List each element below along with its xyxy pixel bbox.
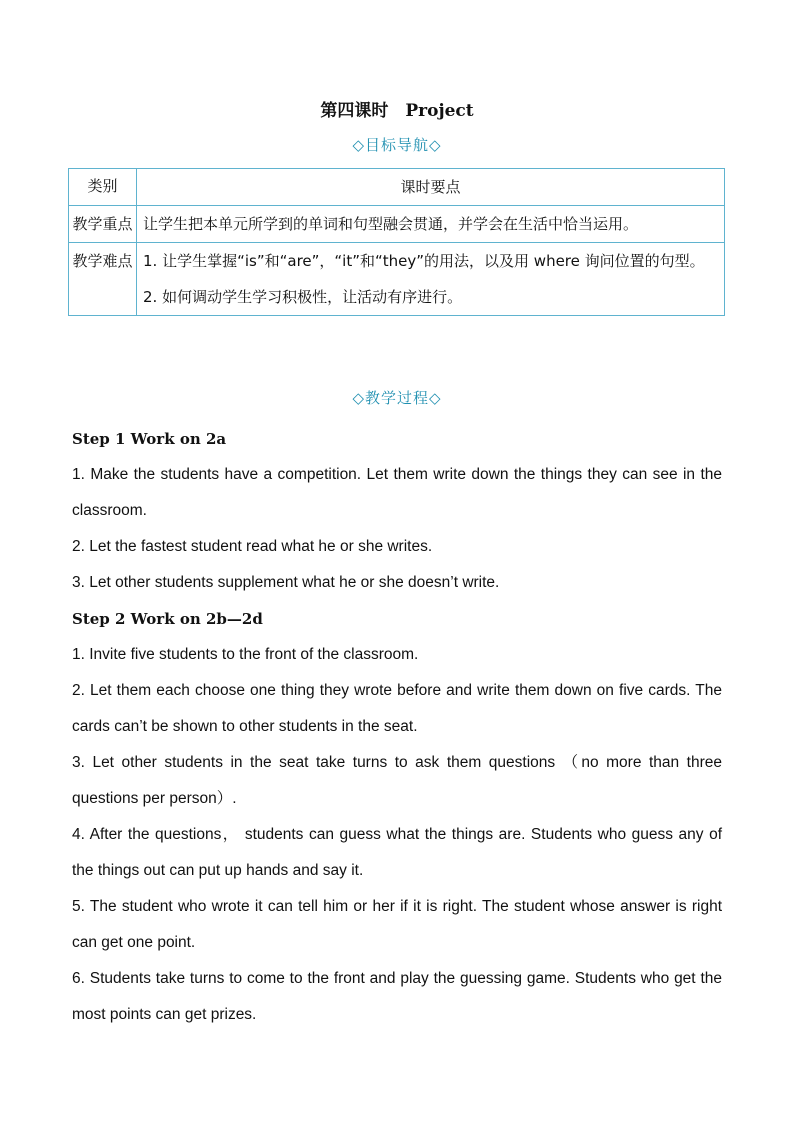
row-category: 教学重点	[69, 206, 137, 243]
page-title: 第四课时 Project	[320, 101, 474, 121]
teaching-process	[72, 421, 722, 1033]
section-heading-goals: ◇目标导航◇	[352, 136, 442, 154]
list-item: 3. Let other students supplement what he or she doesn’t write.	[72, 574, 500, 591]
row-category: 教学难点	[69, 243, 137, 316]
list-item: 1. Make the students have a competition. Let them write down the things they can see in the classroom.	[72, 466, 722, 519]
step-title: Step 1 Work on 2a	[72, 430, 227, 448]
list-item: 5. The student who wrote it can tell him or her if it is right. The student whose answer is right can get one point.	[72, 898, 722, 951]
goals-table	[68, 168, 725, 316]
row-line: 让学生把本单元所学到的单词和句型融会贯通，并学会在生活中恰当运用。	[143, 215, 639, 233]
table-header-row	[69, 169, 725, 206]
list-item: 3. Let other students in the seat take turns to ask them questions （no more than three questions per person）.	[72, 754, 722, 807]
table-row	[69, 243, 725, 316]
row-line: 2. 如何调动学生学习积极性，让活动有序进行。	[143, 288, 463, 306]
header-points: 课时要点	[137, 169, 725, 206]
section-heading-process: ◇教学过程◇	[352, 389, 442, 407]
list-item: 6. Students take turns to come to the front and play the guessing game. Students who get the most points can get prizes.	[72, 970, 722, 1023]
list-item: 2. Let the fastest student read what he or she writes.	[72, 538, 433, 555]
row-line: 1. 让学生掌握“is”和“are”，“it”和“they”的用法，以及用 where 询问位置的句型。	[143, 252, 705, 270]
row-content	[137, 206, 725, 243]
table-row	[69, 206, 725, 243]
list-item: 2. Let them each choose one thing they wrote before and write them down on five cards. The cards can’t be shown to other students in the seat.	[72, 682, 722, 735]
list-item: 1. Invite five students to the front of the classroom.	[72, 646, 419, 663]
header-category: 类别	[69, 169, 137, 206]
list-item: 4. After the questions， students can guess what the things are. Students who guess any of the things out can put up hands and say it.	[72, 826, 722, 879]
step-title: Step 2 Work on 2b—2d	[72, 610, 263, 628]
row-content	[137, 243, 725, 316]
